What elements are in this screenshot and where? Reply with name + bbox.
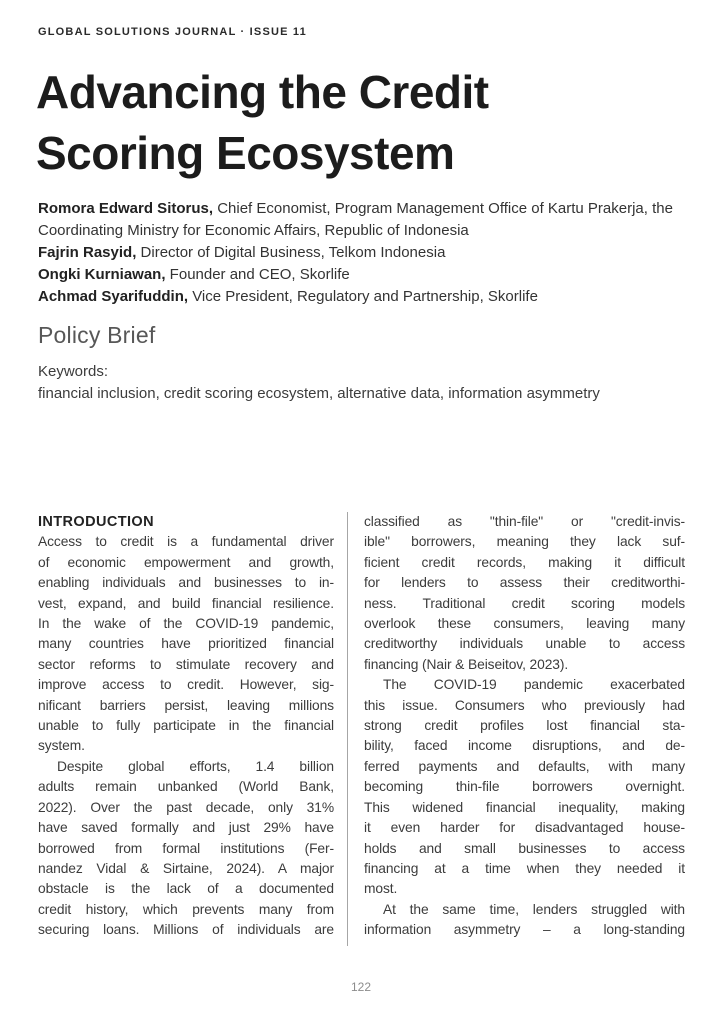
body-text-line: improve access to credit. However, sig- [38,677,334,693]
body-text-line: many countries have prioritized financial [38,636,334,652]
body-text-line: financing at a time when they needed it [364,860,685,876]
body-text-line: financing (Nair & Beiseitov, 2023). [364,656,569,672]
article-title [36,62,489,184]
body-text-line: obstacle is the lack of a documented [38,881,334,897]
body-text-line: information asymmetry – a long-standing [364,922,685,938]
body-text-line: At the same time, lenders struggled with [383,901,685,917]
body-text-line: ficient credit records, making it difficult [364,554,685,570]
keywords-label: Keywords: [38,363,109,380]
body-text-line: strong credit profiles lost financial sta- [364,718,685,734]
author-entry: Achmad Syarifuddin, Vice President, Regulatory and Partnership, Skorlife [38,288,538,305]
author-name: Ongki Kurniawan, [38,266,166,283]
body-text-line: this issue. Consumers who previously had [364,697,685,713]
authors-block [38,198,674,308]
body-text-line: system. [38,738,85,754]
article-title-line-1: Advancing the Credit [36,66,489,118]
body-text-line: have saved formally and just 29% have [38,820,334,836]
author-entry: Fajrin Rasyid, Director of Digital Business, Telkom Indonesia [38,244,446,261]
body-text-line: 2022). Over the past decade, only 31% [38,799,334,815]
page-number: 122 [350,980,372,994]
article-title-line-2: Scoring Ecosystem [36,127,455,179]
body-text-line: it even harder for disadvantaged house- [364,820,685,836]
body-text-line: vest, expand, and build financial resilience. [38,595,334,611]
body-text-line: adults remain unbanked (World Bank, [38,779,334,795]
author-entry: Romora Edward Sitorus, Chief Economist, Program Management Office of Kartu Prakerja, the Coordinating Ministry for Economic Affairs, Republic of Indonesia [38,200,673,239]
author-entry: Ongki Kurniawan, Founder and CEO, Skorlife [38,266,350,283]
body-text-line: enabling individuals and businesses to in- [38,575,334,591]
body-text-line: ible" borrowers, meaning they lack suf- [364,534,685,550]
body-text-line: In the wake of the COVID-19 pandemic, [38,616,334,632]
body-text-line: sector reforms to stimulate recovery and [38,656,334,672]
body-text-line: bility, faced income disruptions, and de- [364,738,685,754]
body-text-line: Access to credit is a fundamental driver [38,534,334,550]
body-text-line: classified as "thin-file" or "credit-invis- [364,514,685,529]
column-divider-rule [347,512,348,946]
body-text-line: credit history, which prevents many from [38,901,334,917]
body-text-line: of economic empowerment and growth, [38,554,334,570]
body-text-line: borrowed from formal institutions (Fer- [38,840,334,856]
body-text-line: nificant barriers persist, leaving millions [38,697,334,713]
body-column-right [364,512,685,941]
author-name: Fajrin Rasyid, [38,244,137,261]
author-name: Romora Edward Sitorus, [38,200,214,217]
body-text-line: securing loans. Millions of individuals are [38,922,334,938]
body-text-line: overlook these consumers, leaving many [364,616,685,632]
body-column-left [38,512,334,941]
body-text-line: The COVID-19 pandemic exacerbated [383,677,685,693]
journal-masthead: GLOBAL SOLUTIONS JOURNAL · ISSUE 11 [38,26,307,38]
body-text-line: holds and small businesses to access [364,840,685,856]
body-text-line: most. [364,881,398,897]
body-text-line: becoming thin-file borrowers overnight. [364,779,685,795]
body-text-line: unable to fully participate in the financial [38,718,334,734]
author-name: Achmad Syarifuddin, [38,288,189,305]
body-text-line: ness. Traditional credit scoring models [364,595,685,611]
section-heading: INTRODUCTION [38,514,154,530]
keywords-text: financial inclusion, credit scoring ecosystem, alternative data, information asymmetry [38,385,600,402]
body-text-line: Despite global efforts, 1.4 billion [57,758,334,774]
body-text-line: ferred payments and defaults, with many [364,758,685,774]
body-text-line: for lenders to assess their creditworthi- [364,575,685,591]
article-type-label: Policy Brief [38,322,156,348]
body-text-line: This widened financial inequality, making [364,799,685,815]
body-text-line: creditworthy individuals unable to access [364,636,685,652]
body-text-line: nandez Vidal & Sirtaine, 2024). A major [38,860,334,876]
